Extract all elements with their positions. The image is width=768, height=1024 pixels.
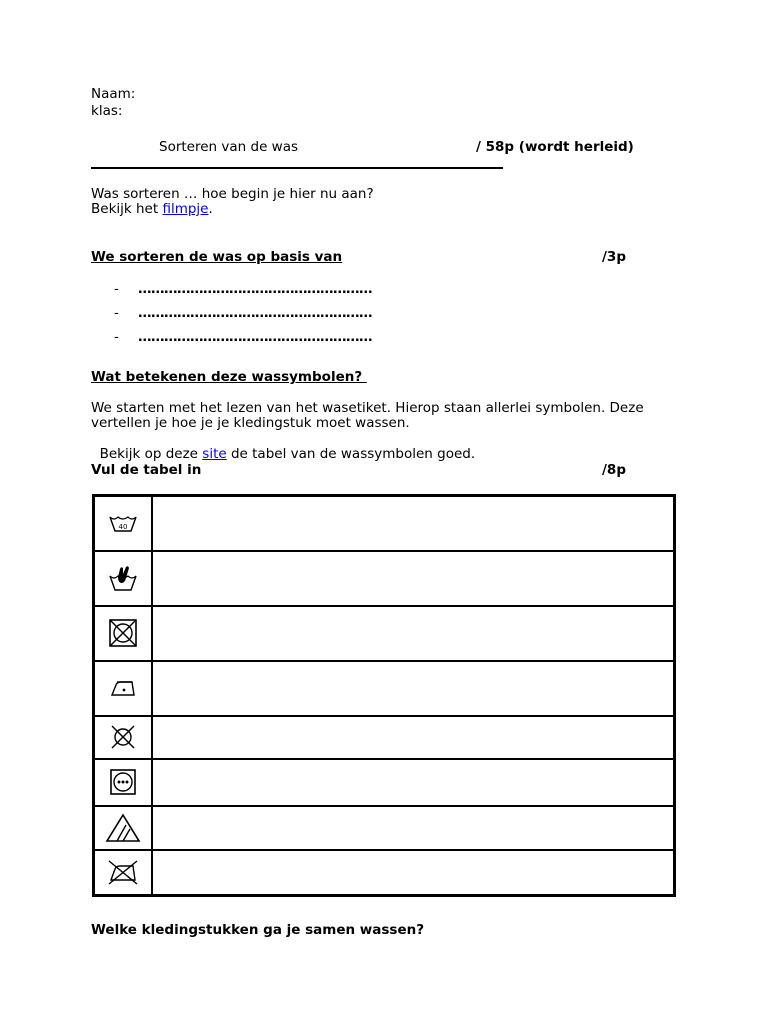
bullet-marker: - (114, 305, 119, 321)
answer-cell[interactable] (152, 716, 675, 759)
symbols-para-line-2: vertellen je hoe je je kledingstuk moet wassen. (91, 415, 410, 431)
sort-basis-points: /3p (602, 249, 626, 265)
iron-low-icon (108, 677, 138, 699)
table-heading: Vul de tabel in (91, 462, 202, 478)
page-title: Sorteren van de was (159, 139, 299, 155)
sort-basis-heading: We sorteren de was op basis van (91, 249, 343, 265)
answer-line-1[interactable]: ……………………………………………… (138, 281, 372, 297)
washing-groups-heading: Welke kledingstukken ga je samen wassen? (91, 922, 425, 938)
class-label: klas: (91, 103, 123, 119)
intro-watch-prefix: Bekijk het (91, 201, 163, 217)
table-row (94, 551, 675, 606)
title-divider (91, 167, 503, 169)
wash-temp-text: 40 (118, 523, 128, 532)
symbols-para-line-3 (91, 430, 475, 462)
symbols-para-line-1: We starten met het lezen van het wasetiket. Hierop staan allerlei symbolen. Deze (91, 400, 644, 416)
symbols-heading: Wat betekenen deze wassymbolen? (91, 369, 367, 385)
answer-cell[interactable] (152, 661, 675, 716)
answer-cell[interactable] (152, 850, 675, 896)
answer-cell[interactable] (152, 551, 675, 606)
answer-line-2[interactable]: ……………………………………………… (138, 305, 372, 321)
intro-question: Was sorteren … hoe begin je hier nu aan? (91, 186, 374, 202)
answer-line-3[interactable]: ……………………………………………… (138, 329, 372, 345)
table-row (94, 850, 675, 896)
table-row (94, 759, 675, 806)
total-score: / 58p (wordt herleid) (476, 139, 634, 155)
answer-cell[interactable] (152, 759, 675, 806)
site-link[interactable]: site (202, 446, 227, 462)
table-row (94, 716, 675, 759)
symbols-table (92, 494, 676, 897)
no-dry-clean-icon (109, 724, 137, 750)
table-row (94, 806, 675, 850)
table-row (94, 496, 675, 551)
site-prefix: Bekijk op deze (99, 446, 203, 462)
bullet-marker: - (114, 329, 119, 345)
table-points: /8p (602, 462, 626, 478)
intro-watch-suffix: . (208, 201, 213, 217)
hand-wash-icon (108, 564, 138, 592)
no-tumble-dry-icon (108, 618, 138, 648)
wash-40-icon (108, 512, 138, 534)
name-label: Naam: (91, 86, 136, 102)
site-suffix: de tabel van de wassymbolen goed. (226, 446, 476, 462)
answer-cell[interactable] (152, 496, 675, 551)
tumble-dry-high-icon (109, 768, 137, 796)
table-row (94, 661, 675, 716)
intro-watch-line (91, 201, 213, 217)
bleach-non-chlorine-icon (105, 813, 141, 843)
no-iron-icon (106, 858, 140, 886)
video-link[interactable]: filmpje (162, 201, 209, 217)
answer-cell[interactable] (152, 606, 675, 661)
table-row (94, 606, 675, 661)
answer-cell[interactable] (152, 806, 675, 850)
bullet-marker: - (114, 281, 119, 297)
